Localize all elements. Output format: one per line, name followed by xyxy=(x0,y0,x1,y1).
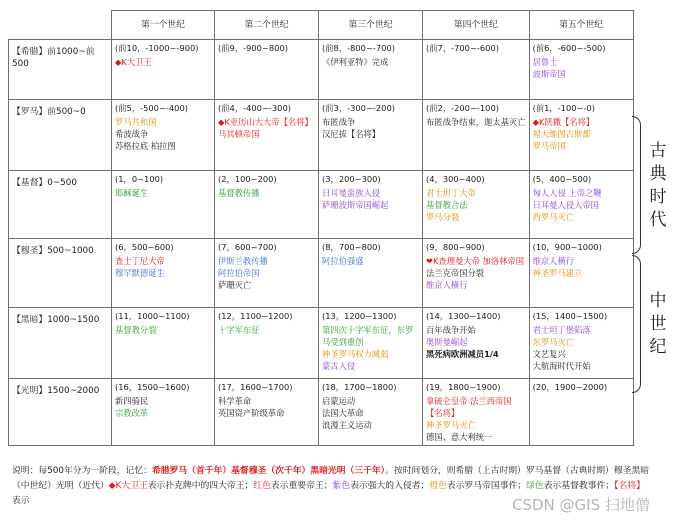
note-segment: 绿色 xyxy=(526,481,544,491)
century-cell xyxy=(529,308,633,379)
event-text: 蒙古入侵 xyxy=(322,361,356,371)
event-text: 伊斯兰教传播 xyxy=(218,256,268,266)
event-text: 屋大维图古斯都 xyxy=(532,129,591,139)
note-segment: 表示罗马帝国事件； xyxy=(446,481,527,491)
watermark: CSDN @GIS 扫地僧 xyxy=(512,496,650,514)
side-label-char: 代 xyxy=(649,210,667,230)
century-range: (13，1200~1300) xyxy=(322,311,397,321)
side-label-char: 纪 xyxy=(649,337,667,357)
event-text: 十字军东征 xyxy=(218,325,260,335)
event-text: 维京人横行 xyxy=(426,280,468,290)
header-row xyxy=(9,11,634,40)
century-range: (17，1600~1700) xyxy=(218,382,293,392)
century-cell xyxy=(112,308,215,379)
event-text: 浪漫主义运动 xyxy=(322,420,372,430)
medieval-era-label xyxy=(645,290,671,359)
event-text: 东罗马灭亡 xyxy=(532,337,575,347)
event-text: ◆K凯撒【名将】 xyxy=(532,117,595,127)
century-cell xyxy=(215,100,319,171)
event-text: 查士丁尼大帝 xyxy=(115,256,165,266)
century-range: (14，1300~1400) xyxy=(426,311,501,321)
century-range: (4，300~400) xyxy=(426,174,485,184)
corner-cell xyxy=(9,11,112,40)
side-label-char: 时 xyxy=(649,187,667,207)
event-text: 日耳曼人侵入帝国 xyxy=(532,200,599,210)
event-text: 新四骑民 xyxy=(115,396,149,406)
century-range: (前8，-800~-700) xyxy=(322,43,395,53)
side-label-char: 中 xyxy=(649,291,667,311)
century-cell xyxy=(319,40,423,100)
note-segment: 表示 xyxy=(12,496,30,506)
century-range: (15，1400~1500) xyxy=(532,311,608,321)
event-text: 萨珊波斯帝国崛起 xyxy=(322,200,389,210)
note-segment: 红色 xyxy=(253,481,271,491)
note-segment: 希腊罗马（首千年）基督穆圣（次千年）黑暗光明（三千年） xyxy=(151,466,386,476)
century-range: (前5，-500~-400) xyxy=(115,103,188,113)
century-range: (前3，-300~-200) xyxy=(322,103,395,113)
row-header: 【光明】1500~2000 xyxy=(9,379,112,446)
century-cell xyxy=(112,379,215,446)
century-cell xyxy=(529,239,633,308)
century-range: (2，100~200) xyxy=(218,174,277,184)
column-header: 第一个世纪 xyxy=(112,11,215,40)
century-cell xyxy=(319,239,423,308)
note-segment: 表示重要帝王； xyxy=(270,481,333,491)
century-cell xyxy=(319,171,423,239)
century-cell xyxy=(423,379,530,446)
century-range: (8，700~800) xyxy=(322,242,381,252)
century-cell xyxy=(319,308,423,379)
event-text: 黑死病欧洲减员1/4 xyxy=(426,349,499,359)
century-cell xyxy=(423,40,530,100)
century-cell xyxy=(112,100,215,171)
century-range: (前9，-900~800) xyxy=(218,43,288,53)
event-text: 居鲁士 xyxy=(532,57,558,67)
event-text: 德国、意大利统一 xyxy=(426,432,493,442)
event-text: 神圣罗马灭亡 xyxy=(426,420,476,430)
history-timeline-table xyxy=(8,10,634,446)
century-range: (前1，-100~-0) xyxy=(532,103,595,113)
century-cell xyxy=(215,40,319,100)
century-range: (5，400~500) xyxy=(532,174,592,184)
event-text: ❤K查理曼大帝 加洛林帝国 xyxy=(426,256,524,266)
event-text: 波斯帝国 xyxy=(532,69,566,79)
event-text: 耶稣诞生 xyxy=(115,188,149,198)
event-text: 法国大革命 xyxy=(322,408,364,418)
table-row xyxy=(9,171,634,239)
century-range: (10，900~1000) xyxy=(532,242,602,252)
event-text: 奥斯曼崛起 xyxy=(426,337,468,347)
event-text: 日耳曼蛮族入侵 xyxy=(322,188,381,198)
row-header: 【罗马】前500~0 xyxy=(9,100,112,171)
column-header: 第三个世纪 xyxy=(319,11,423,40)
century-cell xyxy=(319,379,423,446)
century-cell xyxy=(215,308,319,379)
table-row xyxy=(9,379,634,446)
note-segment: 表示强大的入侵者； xyxy=(350,481,430,491)
table-row xyxy=(9,40,634,100)
event-text: 文艺复兴 xyxy=(532,349,566,359)
row-header: 【穆圣】500~1000 xyxy=(9,239,112,308)
event-text: 希波战争 xyxy=(115,129,149,139)
side-label-char: 世 xyxy=(649,314,667,334)
event-text: 启蒙运动 xyxy=(322,396,356,406)
century-cell xyxy=(319,100,423,171)
side-label-char: 古 xyxy=(649,141,667,161)
note-segment: ◆K大卫王 xyxy=(108,481,148,491)
note-segment: 。按时间划分，则希腊（上古时期）罗马基督（古典时期）穆圣黑暗（中世纪）光明（近代） xyxy=(12,466,649,491)
century-range: (前2，-200~-100) xyxy=(426,103,499,113)
century-range: (19，1800~1900) xyxy=(426,382,501,392)
event-text: 布匿战争结束，迦太基灭亡 xyxy=(426,117,526,127)
event-text: 君士坦丁大帝 xyxy=(426,188,476,198)
event-text: 大航海时代开始 xyxy=(532,361,591,371)
event-text: 基督教传播 xyxy=(218,188,260,198)
event-text: 罗马分裂 xyxy=(426,212,460,222)
century-range: (9，800~900) xyxy=(426,242,485,252)
column-header: 第五个世纪 xyxy=(529,11,633,40)
table-row xyxy=(9,308,634,379)
century-range: (前6，-600~-500) xyxy=(532,43,606,53)
event-text: ◆K亚历山大大帝【名将】马其顿帝国 xyxy=(218,117,313,139)
row-header: 【基督】0~500 xyxy=(9,171,112,239)
event-text: 第四次十字军东征，东罗马受到重创 xyxy=(322,325,414,347)
event-text: 神圣罗马权力减弱 xyxy=(322,349,389,359)
event-text: 穆罕默德诞生 xyxy=(115,268,165,278)
table-row xyxy=(9,100,634,171)
event-text: 基督教分裂 xyxy=(115,325,157,335)
century-cell xyxy=(112,171,215,239)
century-cell xyxy=(529,100,633,171)
century-cell xyxy=(423,308,530,379)
side-label-char: 典 xyxy=(649,164,667,184)
century-cell xyxy=(215,379,319,446)
event-text: 科学革命 xyxy=(218,396,252,406)
event-text: 布匿战争 xyxy=(322,117,356,127)
note-segment: 紫色 xyxy=(332,481,351,491)
event-text: 基督教合法 xyxy=(426,200,468,210)
event-text: 阿拉伯帝国 xyxy=(218,268,260,278)
note-segment: 橙色 xyxy=(429,481,447,491)
event-text: 百年战争开始 xyxy=(426,325,476,335)
century-cell xyxy=(423,239,530,308)
classical-era-bracket xyxy=(632,116,641,254)
century-range: (前10，-1000~-900) xyxy=(115,43,199,53)
century-range: (前4，-400~-300) xyxy=(218,103,291,113)
event-text: 匈人入侵 上帝之鞭 xyxy=(532,188,602,198)
century-range: (11，1000~1100) xyxy=(115,311,190,321)
century-range: (3，200~300) xyxy=(322,174,381,184)
century-cell xyxy=(529,171,633,239)
century-cell xyxy=(215,171,319,239)
event-text: 君士坦丁堡陷落 xyxy=(532,325,591,335)
event-text: 罗马帝国 xyxy=(532,141,566,151)
column-header: 第二个世纪 xyxy=(215,11,319,40)
century-range: (6，500~600) xyxy=(115,242,174,252)
note-segment: 表示基督教事件； xyxy=(543,481,615,491)
column-header: 第四个世纪 xyxy=(423,11,530,40)
event-text: 法兰克帝国分裂 xyxy=(426,268,485,278)
century-range: (12，1100~1200) xyxy=(218,311,293,321)
event-text: 《伊利亚特》完成 xyxy=(322,57,389,67)
century-range: (1，0~100) xyxy=(115,174,164,184)
event-text: 苏格拉底 柏拉图 xyxy=(115,141,176,151)
century-cell xyxy=(423,100,530,171)
century-range: (7，600~700) xyxy=(218,242,277,252)
event-text: 罗马共和国 xyxy=(115,117,157,127)
century-cell xyxy=(112,40,215,100)
century-cell xyxy=(215,239,319,308)
note-segment: 说明：每500年分为一阶段，记忆： xyxy=(12,466,152,476)
medieval-era-bracket xyxy=(632,255,641,393)
event-text: 英国资产阶级革命 xyxy=(218,408,285,418)
century-range: (20，1900~2000) xyxy=(532,382,608,392)
century-cell xyxy=(112,239,215,308)
event-text: 神圣罗马建立 xyxy=(532,268,583,278)
note-segment: 表示扑克牌中的四大帝王； xyxy=(147,481,254,491)
row-header: 【希腊】前1000~前500 xyxy=(9,40,112,100)
event-text: 阿拉伯强盛 xyxy=(322,256,364,266)
event-text: 萨珊灭亡 xyxy=(218,280,252,290)
note-segment: 【名将】 xyxy=(614,481,645,491)
century-range: (16，1500~1600) xyxy=(115,382,190,392)
event-text: 维京人横行 xyxy=(532,256,575,266)
century-cell xyxy=(423,171,530,239)
table-row xyxy=(9,239,634,308)
century-range: (前7，-700~-600) xyxy=(426,43,499,53)
century-cell xyxy=(529,40,633,100)
event-text: 拿破仑皇帝 法兰西帝国【名将】 xyxy=(426,396,512,418)
event-text: 宗教改革 xyxy=(115,408,149,418)
event-text: 汉尼拔【名将】 xyxy=(322,129,381,139)
century-range: (18，1700~1800) xyxy=(322,382,397,392)
century-cell xyxy=(529,379,633,446)
event-text: ◆K大卫王 xyxy=(115,57,152,67)
row-header: 【黑暗】1000~1500 xyxy=(9,308,112,379)
classical-era-label xyxy=(645,140,671,232)
event-text: 西罗马灭亡 xyxy=(532,212,575,222)
